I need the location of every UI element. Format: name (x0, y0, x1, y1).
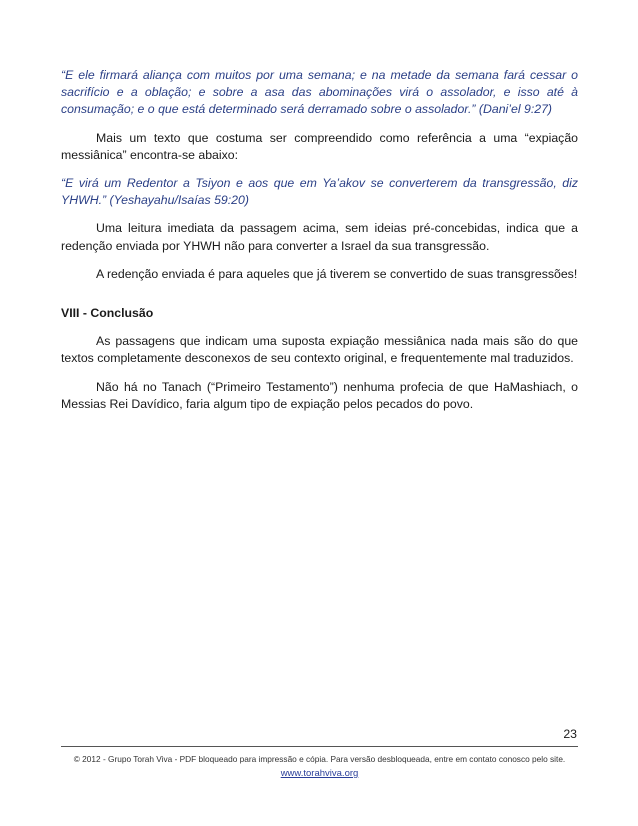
footer-divider (61, 746, 578, 747)
quote-isaiah-59-20: “E virá um Redentor a Tsiyon e aos que em Ya’akov se converterem da transgressão, diz YHWH.” (Yeshayahu/Isaías 59:20) (61, 176, 578, 208)
section-heading: VIII - Conclusão (61, 306, 154, 321)
page-number: 23 (563, 727, 577, 741)
footer-notice: © 2012 - Grupo Torah Viva - PDF bloqueado para impressão e cópia. Para versão desbloqueada, entre em contato conosco pelo site. (73, 754, 566, 764)
body-paragraph: Uma leitura imediata da passagem acima, sem ideias pré-concebidas, indica que a redenção enviada por YHWH não para converter a Israel da sua transgressão. (61, 221, 578, 253)
quote-daniel-9-27: “E ele firmará aliança com muitos por uma semana; e na metade da semana fará cessar o sacrifício e a oblação; e sobre a asa das abominações virá o assolador, e isso até à consumação; e o que está determinado será derramado sobre o assolador.” (Dani’el 9:27) (61, 68, 578, 117)
body-paragraph: Mais um texto que costuma ser compreendido como referência a uma “expiação messiânica” encontra-se abaixo: (61, 130, 578, 162)
conclusion-paragraph: As passagens que indicam uma suposta expiação messiânica nada mais são do que textos completamente desconexos de seu contexto original, e frequentemente mal traduzidos. (61, 334, 578, 366)
footer-website (61, 768, 578, 779)
body-paragraph: A redenção enviada é para aqueles que já tiverem se convertido de suas transgressões! (96, 266, 578, 281)
conclusion-paragraph: Não há no Tanach (“Primeiro Testamento”) nenhuma profecia de que HaMashiach, o Messias Rei Davídico, faria algum tipo de expiação pelos pecados do povo. (61, 379, 578, 411)
website-link[interactable]: www.torahviva.org (280, 768, 359, 779)
document-body (61, 67, 578, 424)
